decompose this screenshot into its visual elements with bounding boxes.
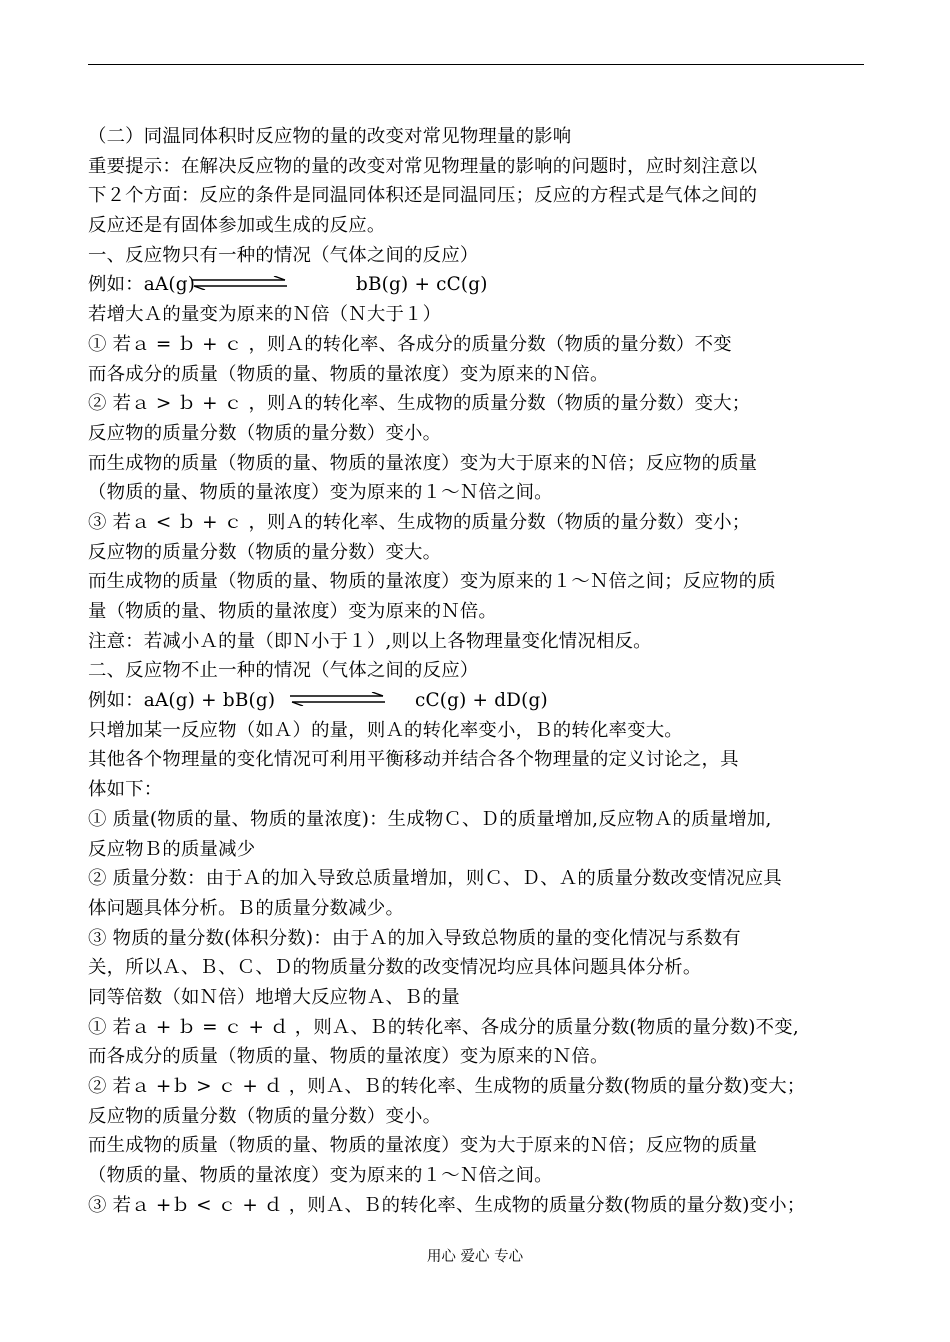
header-rule bbox=[88, 64, 864, 65]
text-line: ① 若ａ + ｂ = ｃ + ｄ ，则Ａ、Ｂ的转化率、各成分的质量分数(物质的量分数)不变, bbox=[88, 1016, 799, 1038]
text-line: 而生成物的质量（物质的量、物质的量浓度）变为大于原来的Ｎ倍；反应物的质量 bbox=[88, 452, 758, 474]
text-line: 反应物的质量分数（物质的量分数）变小。 bbox=[88, 422, 442, 444]
text-line: 重要提示：在解决反应物的量的改变对常见物理量的影响的问题时，应时刻注意以 bbox=[88, 155, 758, 177]
equation-reactants: 例如：aA(g) + bB(g) bbox=[88, 690, 276, 712]
text-line: 关，所以Ａ、Ｂ、Ｃ、Ｄ的物质量分数的改变情况均应具体问题具体分析。 bbox=[88, 957, 702, 979]
text-line: 反应还是有固体参加或生成的反应。 bbox=[88, 215, 386, 237]
page-footer: 用心 爱心 专心 bbox=[426, 1249, 524, 1265]
equation-line bbox=[88, 686, 868, 716]
text-line: ② 若ａ > ｂ + ｃ ，则Ａ的转化率、生成物的质量分数（物质的量分数）变大； bbox=[88, 393, 751, 415]
text-line: 而生成物的质量（物质的量、物质的量浓度）变为原来的１～Ｎ倍之间；反应物的质 bbox=[88, 571, 776, 593]
text-line: （物质的量、物质的量浓度）变为原来的１～Ｎ倍之间。 bbox=[88, 482, 553, 504]
document-body bbox=[88, 122, 868, 1220]
equilibrium-arrow-icon bbox=[192, 276, 287, 290]
text-line: 下２个方面：反应的条件是同温同体积还是同温同压；反应的方程式是气体之间的 bbox=[88, 185, 758, 207]
text-line: ③ 物质的量分数(体积分数)：由于Ａ的加入导致总物质的量的变化情况与系数有 bbox=[88, 927, 741, 949]
text-line: 注意：若减小Ａ的量（即Ｎ小于１）,则以上各物理量变化情况相反。 bbox=[88, 630, 652, 652]
text-line: ① 若ａ = ｂ + ｃ ，则Ａ的转化率、各成分的质量分数（物质的量分数）不变 bbox=[88, 333, 732, 355]
text-line: 而生成物的质量（物质的量、物质的量浓度）变为大于原来的Ｎ倍；反应物的质量 bbox=[88, 1135, 758, 1157]
text-line: ① 质量(物质的量、物质的量浓度)：生成物Ｃ、Ｄ的质量增加,反应物Ａ的质量增加, bbox=[88, 808, 772, 830]
equation-products: bB(g) + cC(g) bbox=[356, 274, 488, 296]
text-line: ② 若ａ +ｂ > ｃ + ｄ ，则Ａ、Ｂ的转化率、生成物的质量分数(物质的量分数)变大； bbox=[88, 1076, 806, 1097]
text-line: 一、反应物只有一种的情况（气体之间的反应） bbox=[88, 244, 479, 266]
equilibrium-arrow-icon bbox=[290, 692, 385, 706]
text-line: 反应物的质量分数（物质的量分数）变大。 bbox=[88, 541, 442, 563]
equation-reactants: 例如：aA(g) bbox=[88, 274, 196, 296]
text-line: 同等倍数（如Ｎ倍）地增大反应物Ａ、Ｂ的量 bbox=[88, 986, 460, 1008]
text-line: ② 质量分数：由于Ａ的加入导致总质量增加，则Ｃ、Ｄ、Ａ的质量分数改变情况应具 bbox=[88, 868, 782, 890]
text-line: （物质的量、物质的量浓度）变为原来的１～Ｎ倍之间。 bbox=[88, 1165, 553, 1187]
text-line: 只增加某一反应物（如Ａ）的量，则Ａ的转化率变小，Ｂ的转化率变大。 bbox=[88, 719, 683, 741]
text-line: 体问题具体分析。Ｂ的质量分数减少。 bbox=[88, 897, 405, 919]
text-line: 反应物Ｂ的质量减少 bbox=[88, 838, 256, 860]
text-line: 若增大Ａ的量变为原来的Ｎ倍（Ｎ大于１） bbox=[88, 304, 442, 326]
text-line: ③ 若ａ +ｂ < ｃ + ｄ ，则Ａ、Ｂ的转化率、生成物的质量分数(物质的量分数)变小； bbox=[88, 1194, 806, 1216]
text-line: 体如下： bbox=[88, 779, 163, 801]
text-line: 反应物的质量分数（物质的量分数）变小。 bbox=[88, 1105, 442, 1127]
text-line: 量（物质的量、物质的量浓度）变为原来的Ｎ倍。 bbox=[88, 601, 497, 622]
text-line: ③ 若ａ < ｂ + ｃ ，则Ａ的转化率、生成物的质量分数（物质的量分数）变小； bbox=[88, 511, 751, 533]
text-line: 二、反应物不止一种的情况（气体之间的反应） bbox=[88, 660, 479, 682]
text-line: 而各成分的质量（物质的量、物质的量浓度）变为原来的Ｎ倍。 bbox=[88, 363, 609, 385]
text-line: 其他各个物理量的变化情况可利用平衡移动并结合各个物理量的定义讨论之，具 bbox=[88, 749, 739, 771]
equation-line bbox=[88, 270, 868, 300]
text-line: （二）同温同体积时反应物的量的改变对常见物理量的影响 bbox=[88, 126, 572, 147]
text-line: 而各成分的质量（物质的量、物质的量浓度）变为原来的Ｎ倍。 bbox=[88, 1046, 609, 1068]
equation-products: cC(g) + dD(g) bbox=[415, 690, 548, 712]
